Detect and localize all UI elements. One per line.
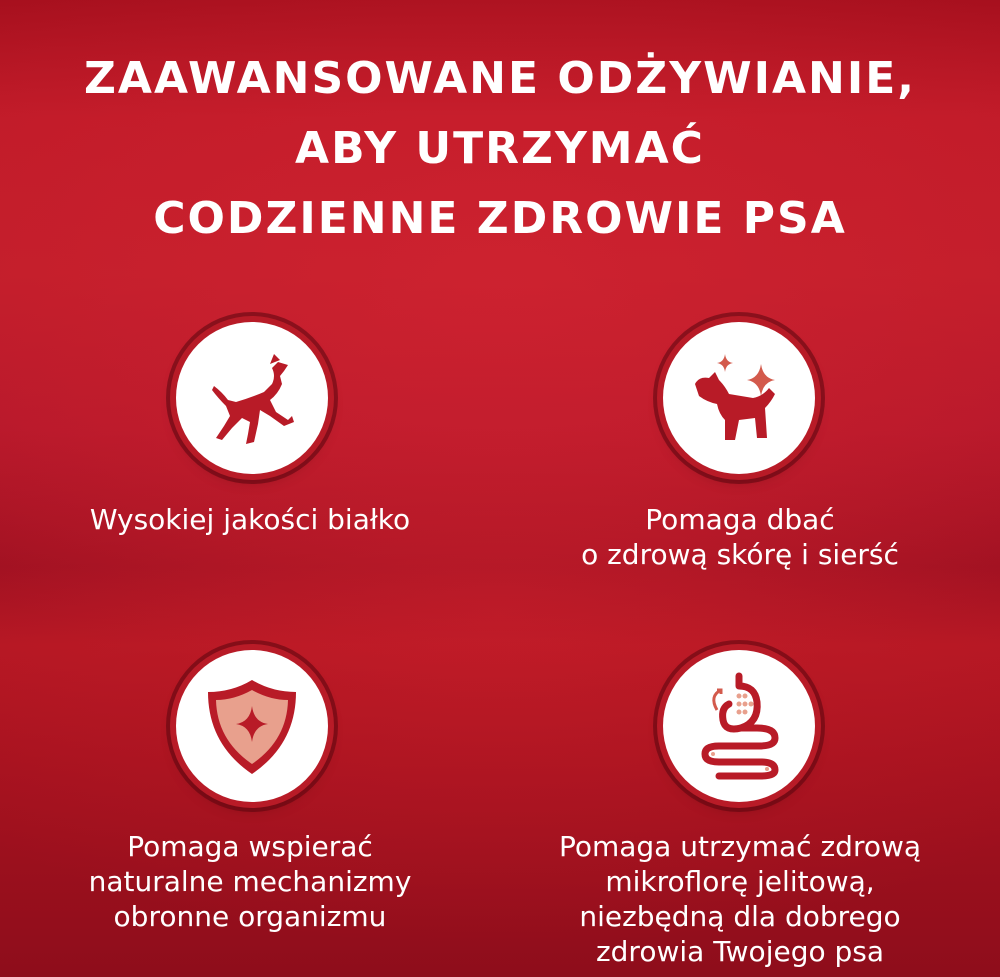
protein-badge	[176, 322, 328, 474]
skin-coat-badge	[663, 322, 815, 474]
microflora-caption: Pomaga utrzymać zdrową mikroflorę jelitową, niezbędną dla dobrego zdrowia Twojego psa	[558, 830, 922, 968]
shiny-dog-icon	[679, 338, 799, 458]
title-line-1: ZAAWANSOWANE ODŻYWIANIE,	[84, 53, 916, 104]
jumping-dog-icon	[192, 338, 312, 458]
small-sparkle-icon	[717, 354, 733, 372]
title-line-2: ABY UTRZYMAĆ	[295, 123, 705, 174]
flow-arrow-icon	[714, 690, 721, 710]
defence-caption: Pomaga wspierać naturalne mechanizmy obronne organizmu	[88, 830, 412, 933]
page-title	[0, 44, 1000, 254]
shield-icon	[192, 666, 312, 786]
skin-coat-caption: Pomaga dbać o zdrową skórę i sierść	[581, 503, 899, 571]
title-line-3: CODZIENNE ZDROWIE PSA	[153, 193, 847, 244]
defence-badge	[176, 650, 328, 802]
digestion-badge	[663, 650, 815, 802]
digestive-system-icon	[679, 666, 799, 786]
protein-caption: Wysokiej jakości białko	[89, 503, 411, 536]
